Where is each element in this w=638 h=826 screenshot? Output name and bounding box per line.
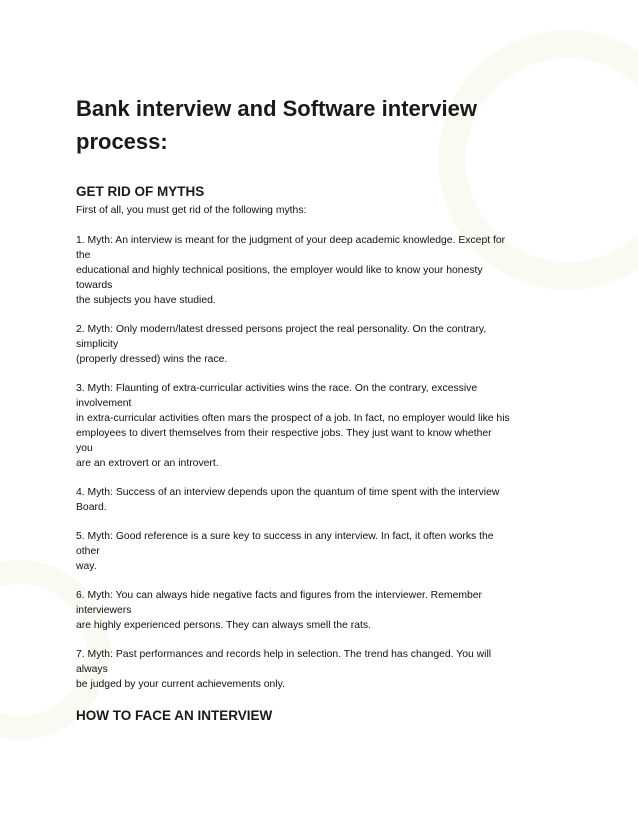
myths-list bbox=[76, 233, 576, 692]
myth-line: simplicity bbox=[76, 339, 119, 350]
title-line: process: bbox=[76, 129, 168, 154]
myth-paragraph bbox=[76, 588, 576, 633]
myth-line: interviewers bbox=[76, 605, 132, 616]
myth-line: in extra-curricular activities often mars the prospect of a job. In fact, no employer would like his bbox=[76, 413, 510, 424]
myth-line: you bbox=[76, 443, 93, 454]
myth-line: employees to divert themselves from their respective jobs. They just want to know whether bbox=[76, 428, 492, 439]
myth-line: the subjects you have studied. bbox=[76, 295, 216, 306]
page-title bbox=[76, 92, 576, 158]
myth-line: 7. Myth: Past performances and records help in selection. The trend has changed. You will bbox=[76, 649, 492, 660]
myth-paragraph bbox=[76, 381, 576, 471]
myth-line: 3. Myth: Flaunting of extra-curricular activities wins the race. On the contrary, excessive bbox=[76, 383, 478, 394]
myth-line: Board. bbox=[76, 502, 107, 513]
myth-line: 5. Myth: Good reference is a sure key to success in any interview. In fact, it often works the bbox=[76, 531, 494, 542]
section-heading-interview: HOW TO FACE AN INTERVIEW bbox=[76, 708, 273, 723]
myth-paragraph bbox=[76, 233, 576, 308]
myth-paragraph bbox=[76, 529, 576, 574]
myth-line: the bbox=[76, 250, 91, 261]
intro-text: First of all, you must get rid of the following myths: bbox=[76, 205, 307, 216]
myth-line: always bbox=[76, 664, 108, 675]
myth-paragraph bbox=[76, 322, 576, 367]
myth-line: (properly dressed) wins the race. bbox=[76, 354, 228, 365]
title-line: Bank interview and Software interview bbox=[76, 96, 478, 121]
myth-line: are highly experienced persons. They can always smell the rats. bbox=[76, 620, 371, 631]
myth-line: are an extrovert or an introvert. bbox=[76, 458, 219, 469]
myth-line: 1. Myth: An interview is meant for the judgment of your deep academic knowledge. Except for bbox=[76, 235, 506, 246]
myth-line: way. bbox=[76, 561, 97, 572]
myth-line: involvement bbox=[76, 398, 132, 409]
myth-paragraph bbox=[76, 647, 576, 692]
document-page bbox=[76, 92, 576, 723]
myth-line: towards bbox=[76, 280, 113, 291]
myth-paragraph bbox=[76, 485, 576, 515]
myth-line: 4. Myth: Success of an interview depends upon the quantum of time spent with the interview bbox=[76, 487, 500, 498]
section-heading-myths: GET RID OF MYTHS bbox=[76, 184, 205, 199]
myth-line: 2. Myth: Only modern/latest dressed persons project the real personality. On the contrary, bbox=[76, 324, 487, 335]
myth-line: other bbox=[76, 546, 100, 557]
myth-line: educational and highly technical positions, the employer would like to know your honesty bbox=[76, 265, 483, 276]
myth-line: 6. Myth: You can always hide negative facts and figures from the interviewer. Remember bbox=[76, 590, 483, 601]
myth-line: be judged by your current achievements only. bbox=[76, 679, 285, 690]
